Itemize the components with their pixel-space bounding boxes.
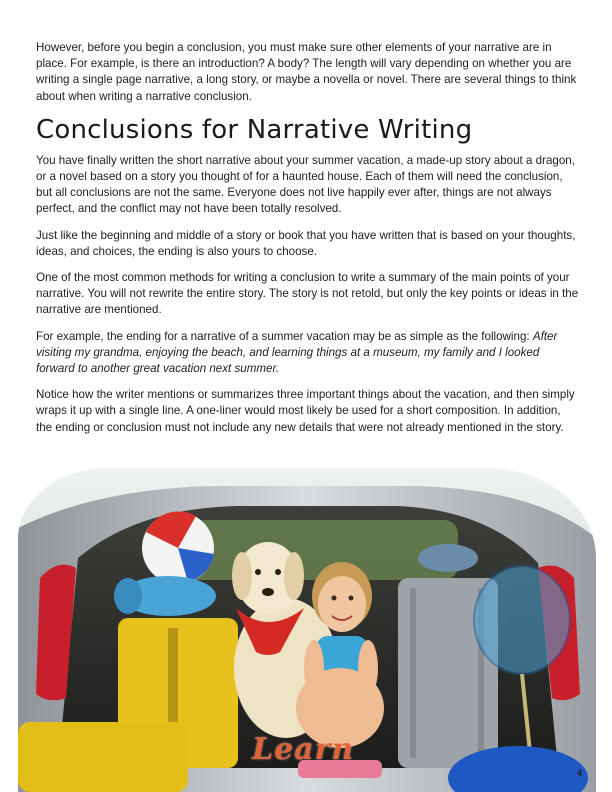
example-quote: After visiting my grandma, enjoying the beach, and learning things at a museum, my family and I looked forward to another great vacation next summer. (36, 329, 558, 376)
example-paragraph (36, 329, 579, 378)
body-paragraph-1: You have finally written the short narrative about your summer vacation, a made-up story about a dragon, or a novel based on a story you thought of for a haunted house. Each of them will need the conclusion, but all conclusions are not the same. Everyone does not live happily ever after, things are not always perfect, and the conflict may not have been totally resolved. (36, 153, 575, 216)
bottom-suitcase (18, 722, 188, 792)
document-body (36, 40, 579, 446)
section-heading: Conclusions for Narrative Writing (36, 114, 473, 145)
example-intro: For example, the ending for a narrative of a summer vacation may be as simple as the following: (36, 329, 530, 343)
final-paragraph: Notice how the writer mentions or summarizes three important things about the vacation, and then simply wraps it up with a single line. A one-liner would most likely be used for a short composition. In addition, the ending or conclusion must not include any new details that were not already mentioned in the story. (36, 388, 575, 434)
page-number: 4 (577, 768, 583, 778)
learn-logo: Learn (252, 732, 355, 767)
fishing-net (474, 566, 570, 674)
snorkel-mask (418, 544, 478, 572)
girl-face (318, 576, 366, 632)
body-paragraph-2: Just like the beginning and middle of a story or book that you have written that is based on your thoughts, ideas, and choices, the ending is also yours to choose. (36, 228, 576, 258)
body-paragraph-3: One of the most common methods for writing a conclusion to write a summary of the main points of your narrative. You will not rewrite the entire story. The story is not retold, but only the key points or ideas in the narrative are mentioned. (36, 271, 579, 317)
intro-paragraph: However, before you begin a conclusion, you must make sure other elements of your narrative are in place. For example, is there an introduction? A body? The length will vary depending on whether you are writing a single page narrative, a long story, or maybe a novella or novel. There are several things to think about when writing a narrative conclusion. (36, 41, 577, 103)
